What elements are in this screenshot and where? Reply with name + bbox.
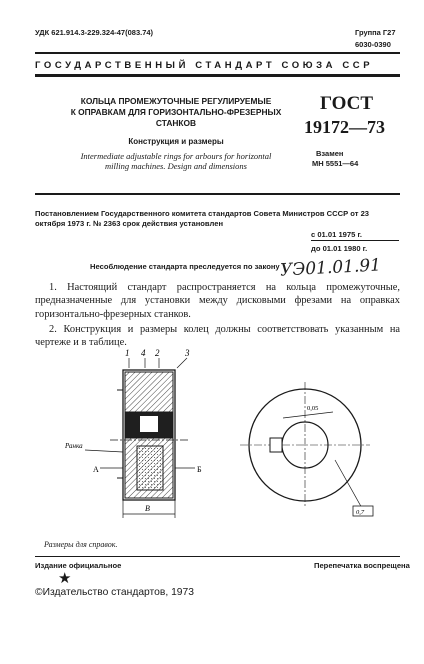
replaces-label: Взамен [316,149,344,158]
standard-title: ГОСУДАРСТВЕННЫЙ СТАНДАРТ СОЮЗА ССР [35,60,374,71]
title-bottom-rule [35,193,400,195]
tolerance-07: 0,7 [356,509,365,516]
okp-code: 6030-0390 [355,40,391,49]
date-from: с 01.01 1975 г. [311,230,362,239]
tolerance-005: 0,05 [307,405,319,412]
title-line-3: СТАНКОВ [155,118,197,128]
en-title-line-2: milling machines. Design and dimensions [105,161,247,171]
udk-code: УДК 621.914.3-229.324-47(083.74) [35,28,154,37]
handwritten-stamp: УЭ01.01.91 [279,255,382,281]
reproduction-notice: Перепечатка воспрещена [314,561,410,570]
date-from-underline [311,240,399,241]
label-b-section: Б [197,465,202,474]
law-notice: Несоблюдение стандарта преследуется по закону [90,262,280,271]
label-a: А [93,465,99,474]
callout-2: 2 [155,348,160,358]
paragraph-2: 2. Конструкция и размеры колец должны соответствовать указанным на чертеже и в таблице. [35,324,400,349]
decree-text: Постановлением Государственного комитета стандартов Совета Министров СССР от 23 октября 1973 г. № 2363 срок действия установлен [35,209,370,228]
gost-label: ГОСТ [320,93,374,114]
front-view [240,382,373,516]
title-line-2: К ОПРАВКАМ ДЛЯ ГОРИЗОНТАЛЬНО-ФРЕЗЕРНЫХ [70,107,282,117]
edition-label: Издание официальное [35,561,122,570]
technical-drawing [45,348,385,535]
callout-4: 4 [141,348,146,358]
callout-3: 3 [185,348,190,358]
date-to: до 01.01 1980 г. [311,244,368,253]
dimension-b: В [145,504,150,513]
document-title-ru [68,96,284,129]
header-top-rule [35,52,400,54]
star-icon: ★ [58,571,72,587]
footer-rule [35,556,400,557]
paragraph-1: 1. Настоящий стандарт распространяется на кольца промежуточные, предназначенные для установки между дисковыми фрезами на оправках горизонтально-фрезерных станков. [35,282,400,320]
section-view [85,358,195,518]
header-bottom-rule [35,74,400,77]
document-title-en [60,151,292,171]
en-title-line-1: Intermediate adjustable rings for arbours for horizontal [80,151,272,161]
copyright-notice: ©Издательство стандартов, 1973 [35,587,194,598]
gost-number: 19172—73 [304,117,385,137]
drawing-caption: Размеры для справок. [44,540,118,549]
replaces-value: МН 5551—64 [312,159,359,168]
group-code: Группа Г27 [355,28,396,37]
callout-1: 1 [125,348,130,358]
document-subtitle: Конструкция и размеры [128,137,224,146]
title-line-1: КОЛЬЦА ПРОМЕЖУТОЧНЫЕ РЕГУЛИРУЕМЫЕ [80,96,272,106]
marking-label: Ранка [65,442,83,450]
